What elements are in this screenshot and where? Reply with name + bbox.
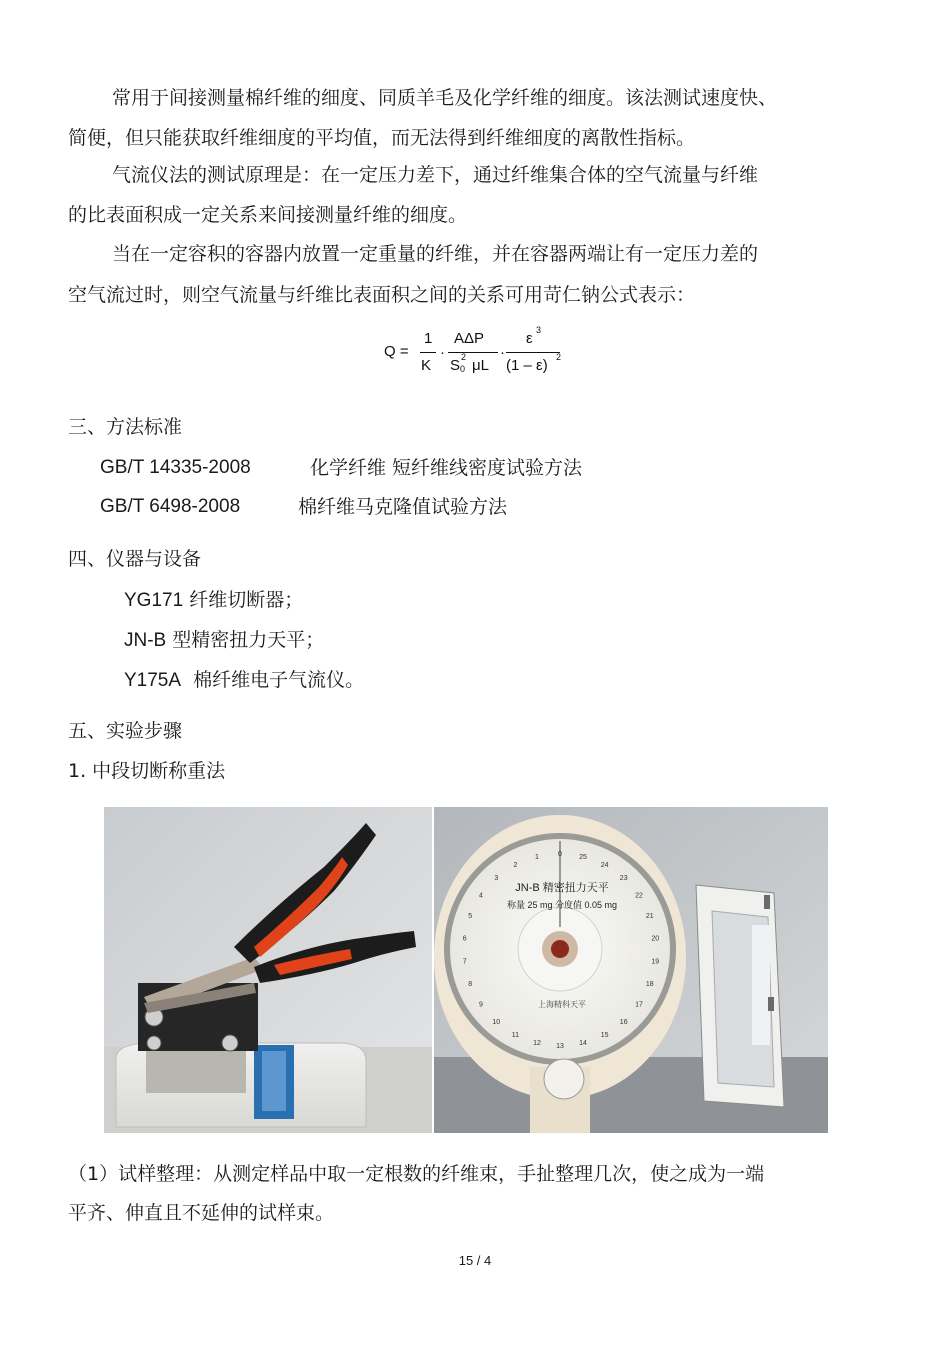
dial-number: 19 [651,958,660,966]
torsion-balance-photo [434,807,828,1133]
formula-frac1-den: K [421,357,432,374]
balance-range: 称量 25 mg 分度值 0.05 mg [506,900,618,910]
dial-number: 7 [462,958,467,966]
equipment-item-1 [124,588,303,613]
equipment-item-3 [124,668,364,693]
formula-frac2-num: AΔP [454,330,485,347]
dial-number: 0 [558,851,562,858]
balance-maker: 上海精科天平 [538,1000,586,1009]
step-1-title: 1. 中段切断称重法 [68,760,226,782]
substep-1-line-2: 平齐、伸直且不延伸的试样束。 [68,1202,335,1224]
dial-number: 3 [494,875,499,883]
dial-number: 14 [579,1040,587,1048]
kozeny-formula [384,322,584,382]
section-4-heading: 四、仪器与设备 [68,548,202,570]
equipment-1-code: YG171 [124,590,184,611]
formula-bar-2 [448,352,498,353]
dial-number: 21 [645,913,654,920]
dial-number: 10 [492,1018,501,1026]
dial-number: 20 [651,935,660,943]
dial-number: 11 [511,1032,520,1039]
page-number: 15 / 4 [458,1253,492,1268]
formula-frac2-den-sup: 2 [461,352,467,362]
dial-number: 8 [468,981,473,988]
paragraph-2-line-1: 气流仪法的测试原理是：在一定压力差下，通过纤维集合体的空气流量与纤维 [112,164,759,186]
dial-number: 2 [513,862,518,869]
section-5-heading: 五、实验步骤 [68,720,183,742]
standard-2-code: GB/T 6498-2008 [100,496,241,517]
equipment-2-code: JN-B [124,630,167,651]
standard-1-code: GB/T 14335-2008 [100,457,251,478]
formula-dot-2: · [500,344,505,361]
formula-bar-1 [420,352,436,353]
formula-frac1-num: 1 [424,330,433,347]
dial-number: 23 [619,875,628,883]
paragraph-3-line-1: 当在一定容积的容器内放置一定重量的纤维，并在容器两端让有一定压力差的 [112,243,759,265]
dial-number: 4 [479,892,483,900]
dial-number: 12 [533,1040,541,1048]
dial-number: 22 [635,892,643,900]
dial-number: 5 [468,913,473,920]
dial-number: 9 [479,1001,483,1009]
formula-frac2-den-s: S [450,357,461,374]
paragraph-1-line-1: 常用于间接测量棉纤维的细度、同质羊毛及化学纤维的细度。该法测试速度快、 [112,87,778,109]
balance-title: JN-B 精密扭力天平 [515,882,609,894]
equipment-3-code: Y175A [124,670,182,691]
dial-number: 16 [619,1018,628,1026]
formula-frac3-den: (1 – ε) [506,357,548,374]
dial-number: 1 [535,853,539,861]
standard-2-name: 棉纤维马克隆值试验方法 [298,496,508,518]
formula-bar-3 [506,352,560,353]
equipment-1-name: 纤维切断器； [189,589,304,611]
equipment-item-2 [124,628,324,653]
dial-number: 18 [645,981,654,988]
dial-number: 6 [462,935,467,943]
fiber-cutter-photo [104,807,432,1133]
formula-lhs: Q = [384,343,409,360]
equipment-2-name: 型精密扭力天平； [172,629,325,651]
formula-frac2-den-sub: 0 [460,364,466,374]
section-3-heading: 三、方法标准 [68,416,183,438]
equipment-3-name: 棉纤维电子气流仪。 [193,669,365,691]
formula-frac3-num-sup: 3 [536,325,542,335]
dial-number: 25 [579,853,587,861]
formula-frac3-num: ε [526,330,533,347]
dial-number: 17 [635,1001,643,1009]
formula-dot-1: · [440,344,445,361]
standard-1-name: 化学纤维 短纤维线密度试验方法 [310,457,583,479]
formula-frac3-den-sup: 2 [556,352,562,362]
paragraph-3-line-2: 空气流过时，则空气流量与纤维比表面积之间的关系可用苛仁钠公式表示： [68,284,696,306]
dial-number: 15 [600,1032,609,1039]
formula-frac2-den-rest: μL [472,357,489,374]
dial-number: 13 [556,1043,564,1050]
paragraph-2-line-2: 的比表面积成一定关系来间接测量纤维的细度。 [68,204,468,226]
dial-number: 24 [600,862,609,869]
substep-1-line-1: （1）试样整理：从测定样品中取一定根数的纤维束，手扯整理几次，使之成为一端 [68,1163,765,1185]
paragraph-1-line-2: 简便，但只能获取纤维细度的平均值，而无法得到纤维细度的离散性指标。 [68,127,696,149]
